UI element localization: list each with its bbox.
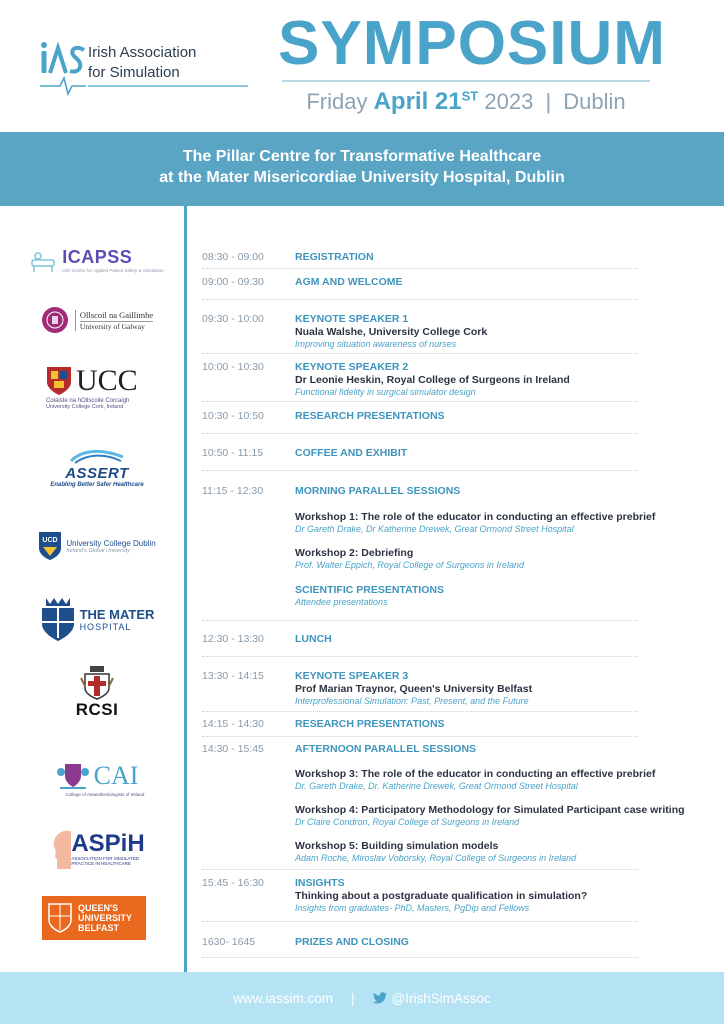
- session-title: MORNING PARALLEL SESSIONS: [295, 485, 461, 497]
- session-title: PRIZES AND CLOSING: [295, 936, 409, 948]
- date-city: Dublin: [563, 89, 626, 114]
- venue-line2: at the Mater Misericordiae University Hospital, Dublin: [159, 169, 565, 186]
- session-subtitle: Improving situation awareness of nurses: [295, 339, 457, 349]
- workshop-presenters: Dr. Gareth Drake, Dr. Katherine Drewek, Great Ormond Street Hospital: [295, 781, 578, 791]
- row-separator: [202, 470, 638, 471]
- row-separator: [202, 353, 638, 354]
- icapss-icon: [30, 246, 58, 274]
- session-title: LUNCH: [295, 633, 332, 645]
- sponsor-rcsi-logo: [22, 662, 172, 722]
- galway-crest-icon: [41, 305, 69, 335]
- queens-name3: BELFAST: [78, 923, 120, 933]
- row-separator: [202, 656, 638, 657]
- session-time: 12:30 - 13:30: [202, 633, 264, 645]
- session-subtitle: Attendee presentations: [295, 597, 388, 607]
- footer: [0, 972, 724, 1024]
- session-title: RESEARCH PRESENTATIONS: [295, 718, 445, 730]
- assert-sub: Enabling Better Safer Healthcare: [50, 481, 144, 488]
- galway-sub: University of Galway: [80, 321, 153, 331]
- workshop-title: Workshop 2: Debriefing: [295, 547, 414, 559]
- sponsor-ucc-logo: [22, 362, 172, 414]
- row-separator: [202, 921, 638, 922]
- workshop-presenters: Dr Claire Condron, Royal College of Surgeons in Ireland: [295, 817, 520, 827]
- session-time: 1630- 1645: [202, 936, 256, 948]
- sponsor-ucd-logo: [22, 528, 172, 564]
- header: [0, 0, 724, 132]
- sponsor-mater-logo: [22, 594, 172, 644]
- cai-crest-icon: [56, 760, 90, 792]
- row-separator: [202, 711, 638, 712]
- mater-crest-icon: [40, 596, 76, 642]
- session-time: 11:15 - 12:30: [202, 485, 264, 497]
- org-name-line2: for Simulation: [88, 64, 180, 81]
- event-date: [278, 88, 654, 116]
- date-suffix: ST: [461, 88, 479, 104]
- cai-name: CAI: [93, 761, 139, 790]
- session-subtitle: Interprofessional Simulation: Past, Present, and the Future: [295, 696, 529, 706]
- session-title: KEYNOTE SPEAKER 3: [295, 670, 409, 682]
- page-title: SYMPOSIUM: [278, 9, 666, 78]
- sponsor-galway-logo: [22, 302, 172, 338]
- website-link[interactable]: www.iassim.com: [233, 990, 333, 1006]
- row-separator: [202, 433, 638, 434]
- row-separator: [202, 957, 638, 958]
- session-time: 13:30 - 14:15: [202, 670, 264, 682]
- ucc-sub2: University College Cork, Ireland: [46, 404, 124, 410]
- workshop-title: Workshop 1: The role of the educator in conducting an effective prebrief: [295, 511, 656, 523]
- ucc-name: UCC: [76, 364, 138, 397]
- org-name: [88, 43, 196, 83]
- session-title: AFTERNOON PARALLEL SESSIONS: [295, 743, 477, 755]
- workshop-title: Workshop 5: Building simulation models: [295, 840, 499, 852]
- title-rule: [282, 80, 650, 82]
- twitter-handle[interactable]: @IrishSimAssoc: [391, 990, 491, 1006]
- session-time: 14:30 - 15:45: [202, 743, 264, 755]
- row-separator: [202, 401, 638, 402]
- footer-separator: |: [351, 990, 355, 1006]
- date-month-day: April 21: [373, 88, 462, 115]
- ucd-crest-icon: [38, 531, 62, 561]
- session-title: COFFEE AND EXHIBIT: [295, 447, 408, 459]
- row-separator: [202, 620, 638, 621]
- session-title: KEYNOTE SPEAKER 1: [295, 313, 409, 325]
- workshop-title: Workshop 4: Participatory Methodology for Simulated Participant case writing: [295, 804, 685, 816]
- session-time: 15:45 - 16:30: [202, 877, 264, 889]
- svg-text:UCD: UCD: [42, 537, 58, 544]
- icapss-name: ICAPSS: [62, 247, 133, 267]
- session-subtitle: Insights from graduates- PhD, Masters, PgDip and Fellows: [295, 903, 530, 913]
- session-title: AGM AND WELCOME: [295, 276, 403, 288]
- sponsor-icapss-logo: [22, 240, 172, 280]
- queens-crest-icon: [48, 903, 72, 933]
- row-separator: [202, 736, 638, 737]
- logo-underline: [88, 82, 248, 90]
- rcsi-name: RCSI: [75, 700, 119, 719]
- venue-banner: [0, 132, 724, 206]
- sponsor-cai-logo: [22, 756, 172, 796]
- session-time: 09:30 - 10:00: [202, 313, 264, 325]
- queens-name1: QUEEN'S: [78, 903, 119, 913]
- cai-sub: College of Anaesthesiologists of Ireland: [65, 792, 145, 797]
- aspih-sub1: ASSOCIATION FOR SIMULATED: [71, 856, 140, 861]
- assert-wave-icon: [67, 447, 127, 465]
- ucc-sub1: Coláiste na hOllscoile Corcaigh: [46, 398, 130, 404]
- ucd-sub2: Ireland's Global University: [66, 547, 131, 554]
- sponsor-queens-logo: [42, 896, 146, 940]
- workshop-presenters: Adam Roche, Miroslav Voborsky, Royal College of Surgeons in Ireland: [295, 853, 577, 863]
- iassim-logo: [38, 38, 238, 98]
- session-time: 09:00 - 09:30: [202, 276, 264, 288]
- session-title: REGISTRATION: [295, 251, 374, 263]
- rcsi-crest-icon: [80, 664, 114, 700]
- session-subtitle: Functional fidelity in surgical simulator design: [295, 387, 476, 397]
- date-day: Friday: [306, 89, 368, 114]
- sponsor-aspih-logo: [22, 824, 172, 874]
- venue-line1: The Pillar Centre for Transformative Healthcare: [182, 148, 542, 165]
- workshop-title: Workshop 3: The role of the educator in conducting an effective prebrief: [295, 768, 656, 780]
- row-separator: [202, 299, 638, 300]
- org-name-line1: Irish Association: [88, 44, 197, 61]
- row-separator: [202, 869, 638, 870]
- session-title: RESEARCH PRESENTATIONS: [295, 410, 445, 422]
- session-time: 10:30 - 10:50: [202, 410, 264, 422]
- session-title: KEYNOTE SPEAKER 2: [295, 361, 409, 373]
- session-title: INSIGHTS: [295, 877, 345, 889]
- queens-name2: UNIVERSITY: [78, 913, 133, 923]
- speaker-name: Prof Marian Traynor, Queen's University Belfast: [295, 683, 533, 695]
- session-time: 14:15 - 14:30: [202, 718, 264, 730]
- ucd-sub1: University College Dublin: [66, 538, 156, 548]
- row-separator: [202, 268, 638, 269]
- aspih-sub2: PRACTICE IN HEALTHCARE: [71, 861, 131, 866]
- twitter-icon: [373, 992, 387, 1004]
- column-divider: [184, 206, 187, 972]
- mater-sub: HOSPITAL: [79, 621, 132, 632]
- workshop-presenters: Dr Gareth Drake, Dr Katherine Drewek, Great Ormond Street Hospital: [295, 524, 574, 534]
- ucc-crest-icon: [46, 366, 72, 396]
- iassim-logo-icon: [38, 38, 88, 100]
- galway-name: Ollscoil na Gaillimhe: [79, 309, 154, 320]
- icapss-sub: Irish Centre for Applied Patient Safety & Simulation: [62, 268, 164, 273]
- session-time: 10:00 - 10:30: [202, 361, 264, 373]
- session-time: 08:30 - 09:00: [202, 251, 264, 263]
- speaker-name: Dr Leonie Heskin, Royal College of Surgeons in Ireland: [295, 374, 570, 386]
- session-time: 10:50 - 11:15: [202, 447, 264, 459]
- speaker-name: Nuala Walshe, University College Cork: [295, 326, 488, 338]
- session-title: SCIENTIFIC PRESENTATIONS: [295, 584, 444, 596]
- speaker-name: Thinking about a postgraduate qualification in simulation?: [295, 890, 588, 902]
- mater-name: THE MATER: [79, 606, 155, 622]
- date-year: 2023: [484, 89, 534, 114]
- date-separator: |: [545, 89, 552, 114]
- workshop-presenters: Prof. Walter Eppich, Royal College of Surgeons in Ireland: [295, 560, 524, 570]
- aspih-name: ASPiH: [71, 830, 145, 857]
- sponsor-assert-logo: [22, 442, 172, 492]
- assert-name: ASSERT: [65, 464, 129, 482]
